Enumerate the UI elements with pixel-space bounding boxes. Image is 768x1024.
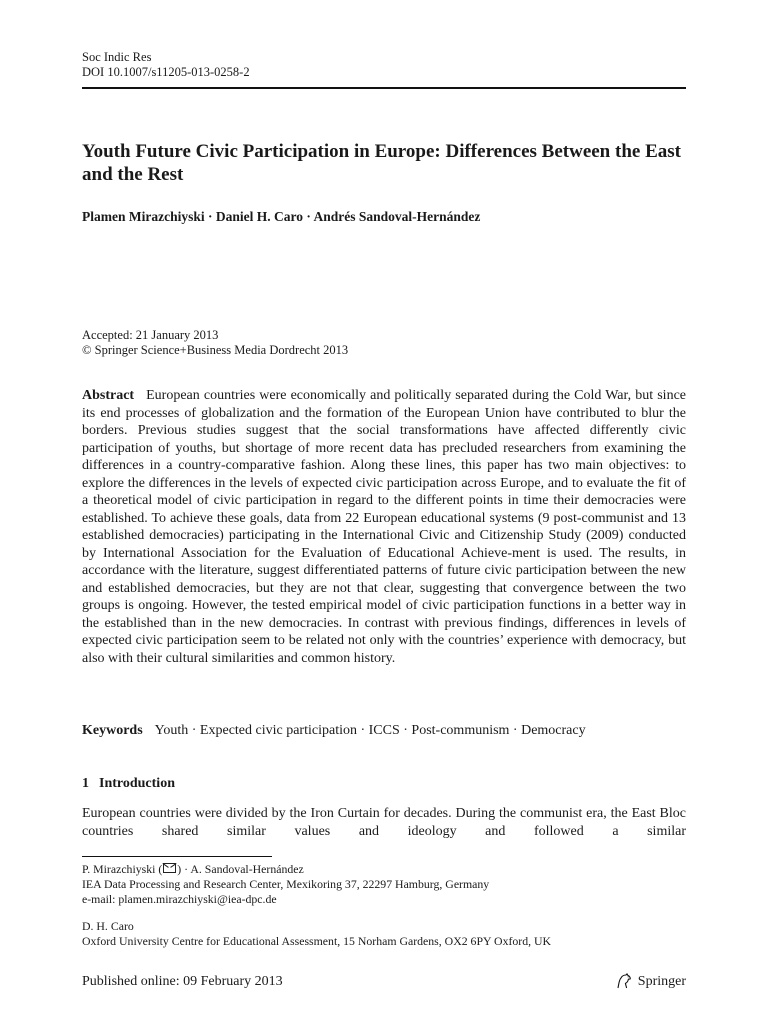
author-separator: · xyxy=(303,209,314,224)
author-1: Plamen Mirazchiyski xyxy=(82,209,205,224)
published-online: Published online: 09 February 2013 xyxy=(82,974,283,989)
author-name-mirazchiyski: P. Mirazchiyski ( xyxy=(82,862,163,876)
author-separator: · xyxy=(204,209,216,224)
abstract-text: European countries were economically and politically separated during the Cold War, but since its end processes of globalization and the formation of the European Union have contributed to blur the borders. Previous studies suggest that the social transformations have affected differently civic participation of youths, but shortage of more recent data has precluded researchers from examining the differences in a country-comparative fashion. Along these lines, this paper has two main objectives: to explore the differences in the levels of expected civic participation across Europe, and to evaluate the fit of a theoretical model of civic participation in regard to the different points in time their democracies were established. To achieve these goals, data from 22 European educational systems (9 post-communist and 13 established democracies) participating in the International Civic and Citizenship Study (2009) conducted by International Association for the Evaluation of Educational Achieve-ment is used. The results, in accordance with the literature, suggest differentiated patterns of future civic participation between the new and established democracies, but they are not that clear, suggesting that convergence between the two groups is ongoing. However, the tested empirical model of civic participation functions in a better way in the established than in the new democracies. In contrast with previous findings, differences in levels of expected civic participation seem to be related not only with the countries’ experience with democracy, but also with their cultural similarities and common history. xyxy=(82,388,686,666)
running-header xyxy=(82,50,250,80)
affiliation-address-oxford: Oxford University Centre for Educational Assessment, 15 Norham Gardens, OX2 6PY Oxford, UK xyxy=(82,934,552,948)
springer-horse-icon xyxy=(615,973,633,990)
abstract-label: Abstract xyxy=(82,388,135,403)
footnote-rule xyxy=(82,856,272,857)
email-line: e-mail: plamen.mirazchiyski@iea-dpc.de xyxy=(82,892,277,906)
affiliation-name-caro: D. H. Caro xyxy=(82,919,134,933)
keywords-label: Keywords xyxy=(82,723,143,738)
article-meta xyxy=(82,328,348,358)
author-2: Daniel H. Caro xyxy=(215,209,303,224)
copyright-line: © Springer Science+Business Media Dordrecht 2013 xyxy=(82,343,349,357)
paper-title: Youth Future Civic Participation in Europe: Differences Between the East and the Rest xyxy=(82,141,681,185)
author-name-sandoval: ) · A. Sandoval-Hernández xyxy=(177,862,304,876)
section-number: 1 xyxy=(82,776,89,791)
affiliation-address: IEA Data Processing and Research Center, Mexikoring 37, 22297 Hamburg, Germany xyxy=(82,877,490,891)
affiliation-block-1 xyxy=(82,862,686,907)
abstract xyxy=(82,387,686,667)
affiliation-block-2 xyxy=(82,919,686,949)
author-list xyxy=(82,209,480,225)
journal-name: Soc Indic Res xyxy=(82,50,152,64)
section-heading xyxy=(82,776,175,792)
springer-logo xyxy=(615,973,686,990)
springer-wordmark: Springer xyxy=(637,973,686,989)
keywords xyxy=(82,723,686,739)
envelope-icon xyxy=(163,863,176,873)
section-title: Introduction xyxy=(99,776,175,791)
author-3: Andrés Sandoval-Hernández xyxy=(313,209,481,224)
keywords-text: Youth · Expected civic participation · ICCS · Post-communism · Democracy xyxy=(154,723,586,738)
header-rule xyxy=(82,87,686,89)
doi: DOI 10.1007/s11205-013-0258-2 xyxy=(82,65,250,79)
accepted-date: Accepted: 21 January 2013 xyxy=(82,328,219,342)
section-body: European countries were divided by the Iron Curtain for decades. During the communist era, the East Bloc countries shared similar values and ideology and followed a similar xyxy=(82,806,686,839)
affiliation-names xyxy=(82,862,686,877)
